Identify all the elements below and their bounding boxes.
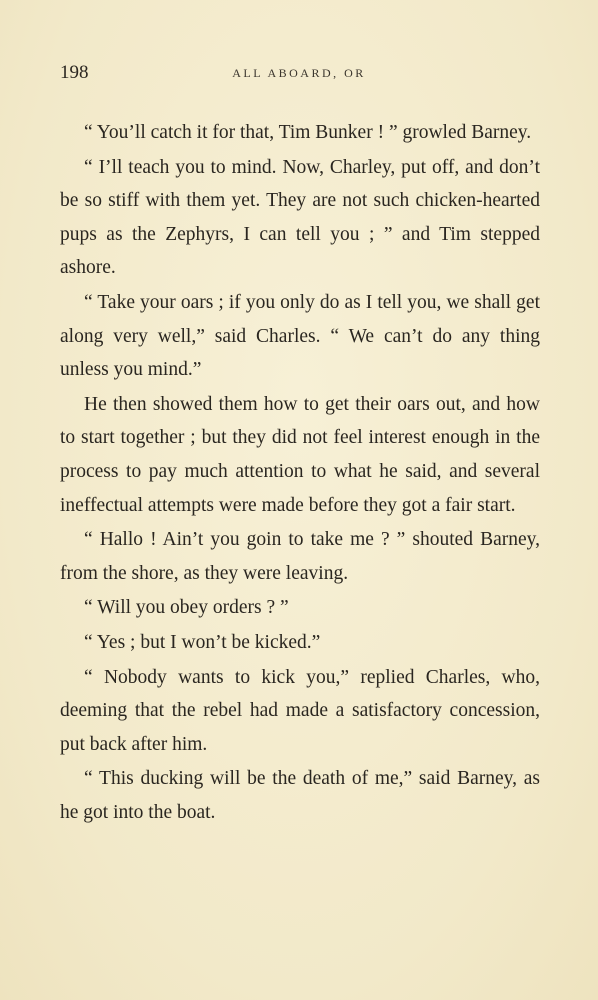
running-head: ALL ABOARD, OR: [232, 66, 366, 80]
page-number: 198: [60, 62, 89, 83]
paragraph: “ I’ll teach you to mind. Now, Charley, put off, and don’t be so stiff with them yet. They are not such chicken-hearted pups as the Zephyrs, I can tell you ; ” and Tim stepped ashore.: [60, 156, 540, 279]
paragraph: “ This ducking will be the death of me,” said Barney, as he got into the boat.: [60, 768, 540, 823]
paragraph: “ Will you obey orders ? ”: [84, 597, 289, 619]
paragraph: “ Hallo ! Ain’t you goin to take me ? ” shouted Barney, from the shore, as they were leaving.: [60, 529, 540, 584]
paragraph: “ Nobody wants to kick you,” replied Charles, who, deeming that the rebel had made a satisfactory concession, put back after him.: [60, 666, 540, 755]
body-text: [60, 116, 540, 830]
page-header: [60, 62, 538, 88]
paragraph: “ You’ll catch it for that, Tim Bunker ! ” growled Barney.: [84, 122, 532, 143]
paragraph: “ Take your oars ; if you only do as I tell you, we shall get along very well,” said Charles. “ We can’t do any thing unless you mind.”: [60, 291, 540, 381]
paragraph: “ Yes ; but I won’t be kicked.”: [84, 631, 321, 653]
paragraph: He then showed them how to get their oars out, and how to start together ; but they did not feel interest enough in the process to pay much attention to what he said, and several ineffectual attempts were made before they got a fair start.: [60, 393, 540, 516]
